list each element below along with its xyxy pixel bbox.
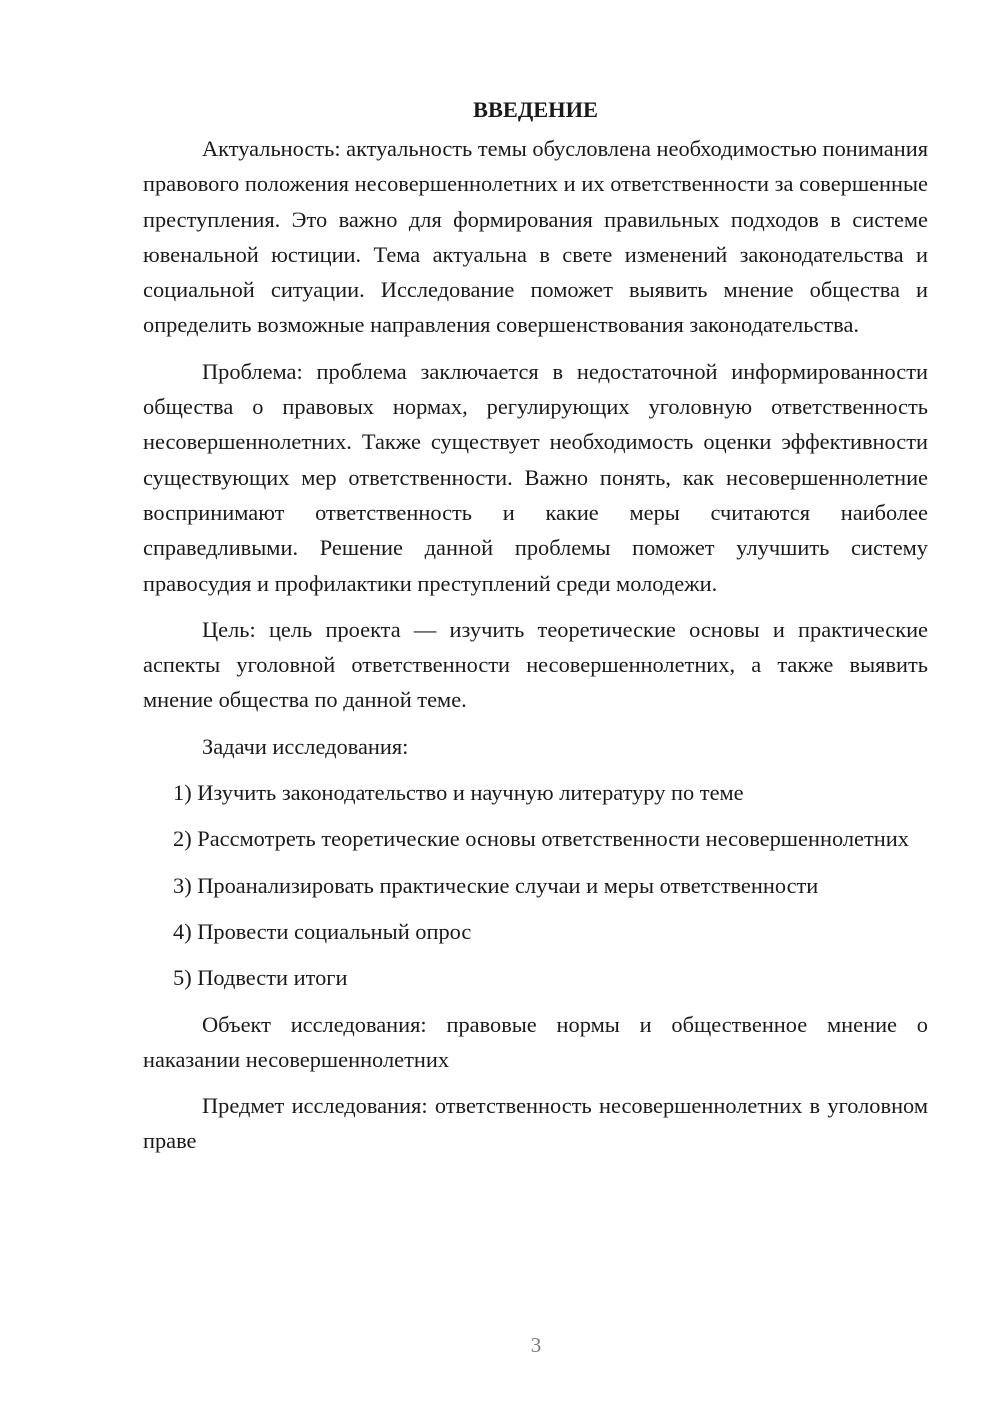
task-item-5: 5) Подвести итоги bbox=[173, 965, 348, 991]
paragraph-tasks-heading: Задачи исследования: bbox=[202, 733, 409, 759]
task-item-3: 3) Проанализировать практические случаи и меры ответственности bbox=[173, 872, 819, 898]
task-item-4: 4) Провести социальный опрос bbox=[173, 918, 472, 944]
paragraph-problem: Проблема: проблема заключается в недостаточной информированности общества о правовых нормах, регулирующих уголовную ответственность несовершеннолетних. Также существует необходимость оценки эффективности существующих мер ответственности. Важно понять, как несовершеннолетние воспринимают ответственность и какие меры считаются наиболее справедливыми. Решение данной проблемы поможет улучшить систему правосудия и профилактики преступлений среди молодежи. bbox=[143, 358, 928, 596]
paragraph-subject: Предмет исследования: ответственность несовершеннолетних в уголовном праве bbox=[143, 1093, 928, 1154]
page-content bbox=[143, 92, 928, 1170]
page-title: ВВЕДЕНИЕ bbox=[473, 97, 598, 122]
paragraph-relevance: Актуальность: актуальность темы обусловлена необходимостью понимания правового положения несовершеннолетних и их ответственности за совершенные преступления. Это важно для формирования правильных подходов в системе ювенальной юстиции. Тема актуальна в свете изменений законодательства и социальной ситуации. Исследование поможет выявить мнение общества и определить возможные направления совершенствования законодательства. bbox=[143, 136, 928, 338]
paragraph-object: Объект исследования: правовые нормы и общественное мнение о наказании несовершеннолетних bbox=[143, 1011, 928, 1072]
page-number: 3 bbox=[530, 1333, 542, 1357]
task-item-2: 2) Рассмотреть теоретические основы ответственности несовершеннолетних bbox=[173, 826, 909, 852]
paragraph-goal: Цель: цель проекта — изучить теоретические основы и практические аспекты уголовной ответственности несовершеннолетних, а также выявить мнение общества по данной теме. bbox=[143, 616, 928, 713]
task-item-1: 1) Изучить законодательство и научную литературу по теме bbox=[173, 780, 744, 806]
